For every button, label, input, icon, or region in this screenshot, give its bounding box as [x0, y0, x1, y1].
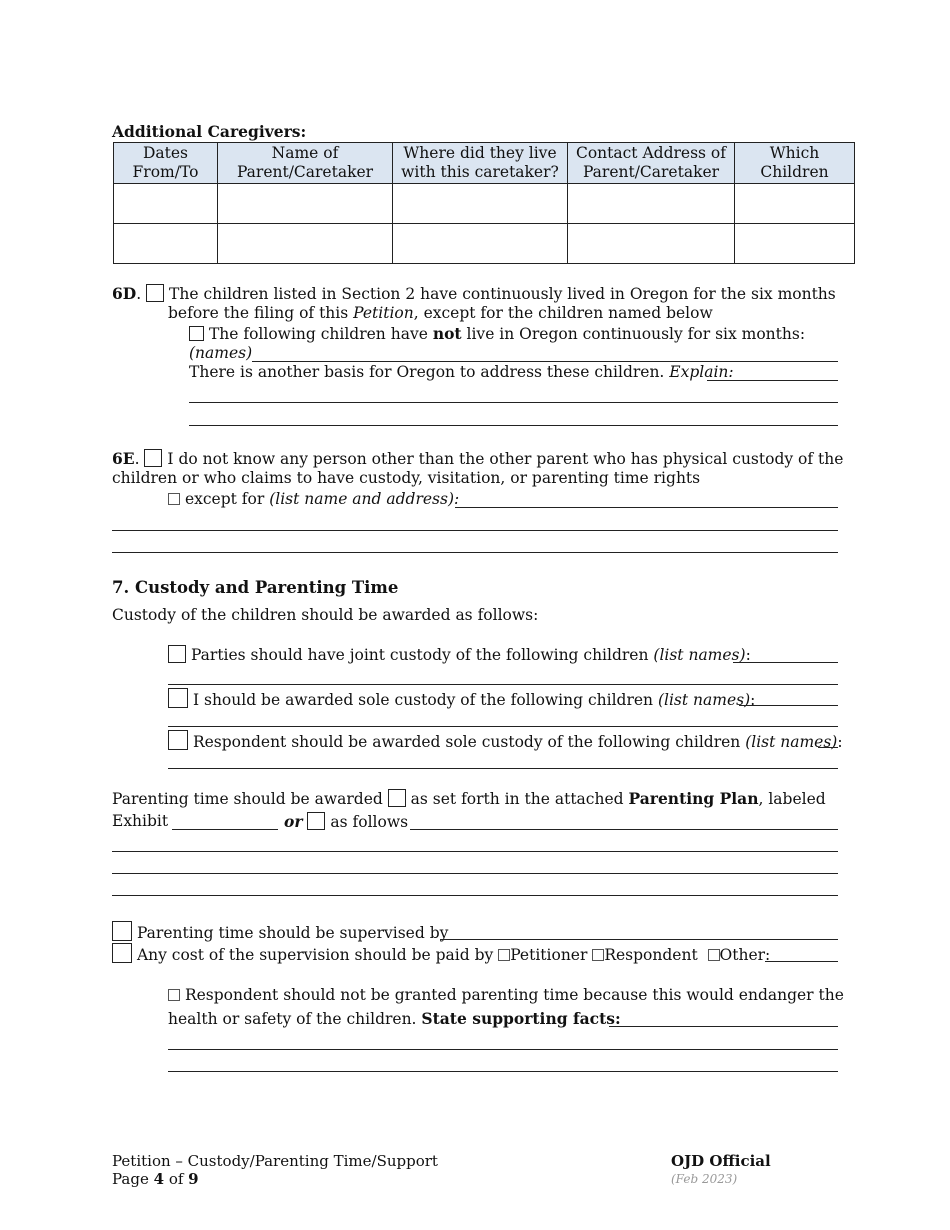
as-follows-field[interactable] [410, 829, 838, 830]
supervised-option: Parenting time should be supervised by [112, 921, 448, 942]
facts-field-3[interactable] [168, 1071, 838, 1072]
petitioner-checkbox[interactable] [498, 949, 510, 961]
table-cell[interactable] [393, 184, 568, 224]
other-checkbox[interactable] [708, 949, 720, 961]
not-lived-checkbox[interactable] [189, 326, 204, 341]
table-cell[interactable] [568, 224, 735, 264]
as-follows-field-3[interactable] [112, 873, 838, 874]
col-address: Contact Address of Parent/Caretaker [568, 143, 735, 184]
table-cell[interactable] [218, 184, 393, 224]
section-6d-checkbox[interactable] [146, 284, 164, 302]
sole-custody-me-field[interactable] [739, 705, 838, 706]
section-6e-line2: children or who claims to have custody, visitation, or parenting time rights [112, 469, 701, 487]
table-cell[interactable] [735, 184, 855, 224]
except-field[interactable] [455, 507, 838, 508]
caregivers-table [113, 142, 855, 264]
parenting-time-line1: Parenting time should be awarded as set forth in the attached Parenting Plan, labeled [112, 789, 826, 808]
names-field[interactable] [252, 361, 838, 362]
caregivers-title: Additional Caregivers: [112, 122, 307, 141]
except-field-3[interactable] [112, 552, 838, 553]
facts-field-2[interactable] [168, 1049, 838, 1050]
except-for: except for (list name and address): [168, 490, 459, 508]
section-6e-checkbox[interactable] [144, 449, 162, 467]
supervised-field[interactable] [440, 939, 838, 940]
section-6e-label: 6E [112, 449, 135, 468]
table-cell[interactable] [114, 224, 218, 264]
table-cell[interactable] [568, 184, 735, 224]
respondent-checkbox[interactable] [592, 949, 604, 961]
footer-title: Petition – Custody/Parenting Time/Support [112, 1152, 438, 1170]
as-follows-checkbox[interactable] [307, 812, 325, 830]
footer-page: Page 4 of 9 [112, 1170, 199, 1188]
joint-custody-field[interactable] [733, 662, 838, 663]
table-row [114, 184, 855, 224]
joint-custody-field-2[interactable] [168, 684, 838, 685]
section-6d-line1: 6D. The children listed in Section 2 have continuously lived in Oregon for the six months [112, 284, 836, 303]
col-where: Where did they live with this caretaker? [393, 143, 568, 184]
supervision-cost-option: Any cost of the supervision should be paid by Petitioner Respondent Other: [112, 943, 770, 964]
parenting-plan-checkbox[interactable] [388, 789, 406, 807]
section-6d-text: The children listed in Section 2 have continuously lived in Oregon for the six months [169, 285, 836, 303]
section-6d-option: The following children have not live in Oregon continuously for six months: [189, 324, 805, 343]
as-follows-field-2[interactable] [112, 851, 838, 852]
except-field-2[interactable] [112, 530, 838, 531]
table-cell[interactable] [218, 224, 393, 264]
section-6d-label: 6D [112, 284, 137, 303]
deny-parenting-line2: health or safety of the children. State supporting facts: [168, 1009, 621, 1028]
section-6e-line1: 6E. I do not know any person other than the other parent who has physical custody of the [112, 449, 844, 468]
sole-custody-me-option: I should be awarded sole custody of the following children (list names): [168, 688, 755, 709]
col-dates: Dates From/To [114, 143, 218, 184]
exhibit-field[interactable] [172, 829, 278, 830]
sole-custody-resp-field-2[interactable] [168, 768, 838, 769]
as-follows-field-4[interactable] [112, 895, 838, 896]
custody-intro: Custody of the children should be awarded as follows: [112, 606, 539, 624]
table-row [114, 224, 855, 264]
col-children: Which Children [735, 143, 855, 184]
table-cell[interactable] [393, 224, 568, 264]
other-payer-field[interactable] [765, 961, 838, 962]
sole-custody-resp-option: Respondent should be awarded sole custody of the following children (list names): [168, 730, 843, 751]
joint-custody-option: Parties should have joint custody of the following children (list names): [168, 645, 751, 664]
explain-field-3[interactable] [189, 425, 838, 426]
sole-custody-me-checkbox[interactable] [168, 688, 188, 708]
sole-custody-resp-checkbox[interactable] [168, 730, 188, 750]
section-6d-line2: before the filing of this Petition, except for the children named below [168, 304, 713, 322]
section-7-heading: 7. Custody and Parenting Time [112, 578, 399, 597]
as-follows-option: or as follows [284, 812, 409, 831]
deny-parenting-checkbox[interactable] [168, 989, 180, 1001]
explain-field[interactable] [707, 380, 838, 381]
basis-text: There is another basis for Oregon to address these children. Explain: [189, 363, 734, 381]
sole-custody-me-field-2[interactable] [168, 726, 838, 727]
explain-field-2[interactable] [189, 402, 838, 403]
facts-field[interactable] [609, 1026, 838, 1027]
table-cell[interactable] [735, 224, 855, 264]
footer-date: (Feb 2023) [671, 1172, 738, 1186]
sole-custody-resp-field[interactable] [818, 747, 838, 748]
footer-official: OJD Official [671, 1152, 771, 1170]
supervised-checkbox[interactable] [112, 921, 132, 941]
deny-parenting-line1: Respondent should not be granted parenting time because this would endanger the [168, 986, 844, 1004]
table-cell[interactable] [114, 184, 218, 224]
exhibit-label: Exhibit [112, 812, 169, 830]
joint-custody-checkbox[interactable] [168, 645, 186, 663]
names-label: (names) [189, 344, 253, 362]
col-name: Name of Parent/Caretaker [218, 143, 393, 184]
supervision-cost-checkbox[interactable] [112, 943, 132, 963]
except-checkbox[interactable] [168, 493, 180, 505]
